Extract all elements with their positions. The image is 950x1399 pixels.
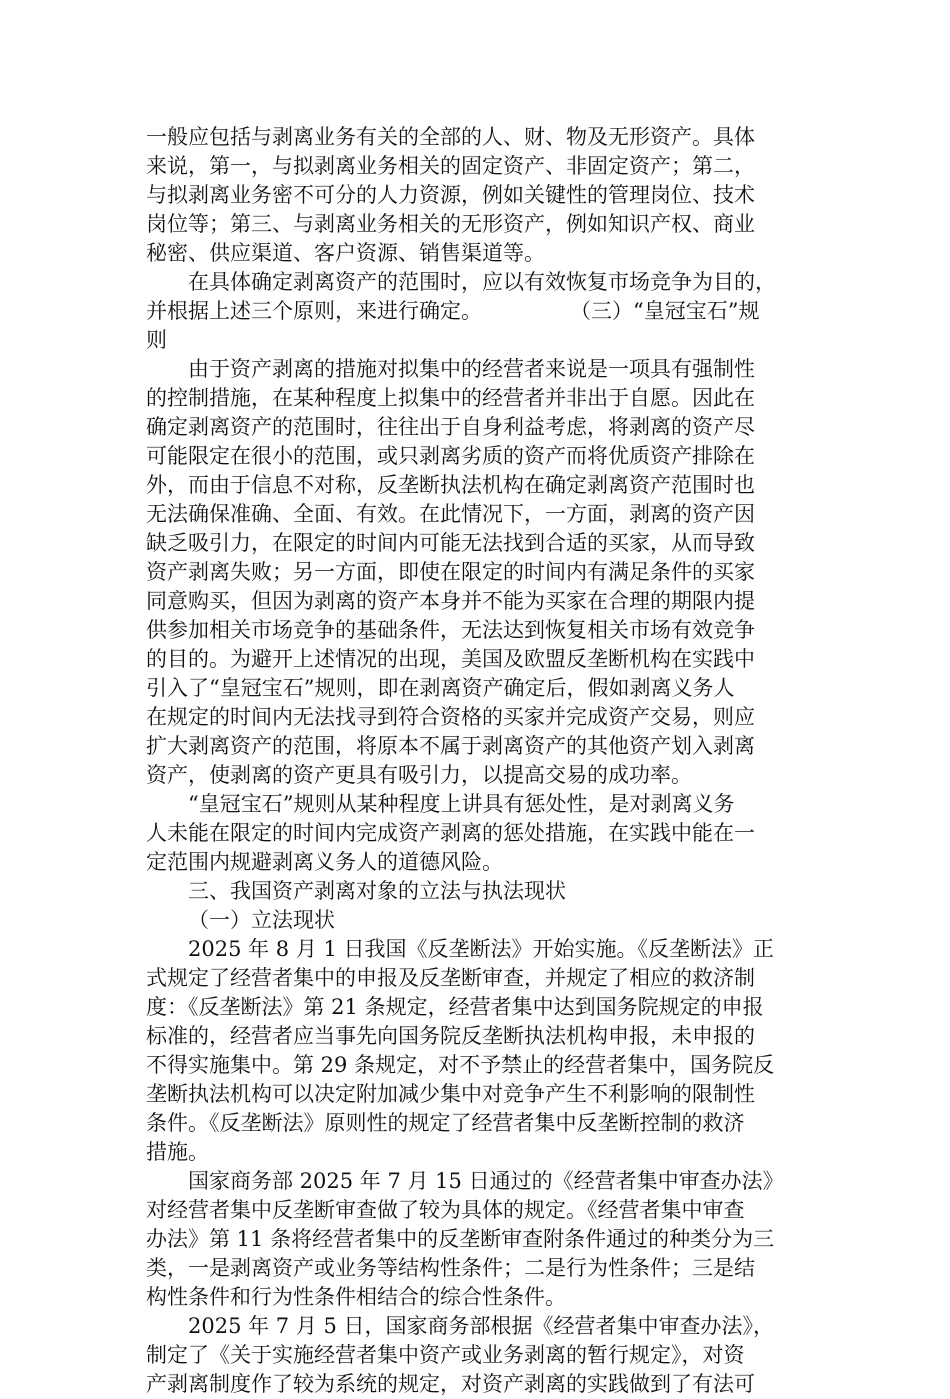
text-line: 人未能在限定的时间内完成资产剥离的惩处措施，在实践中能在一 bbox=[146, 821, 755, 845]
subsection-heading: （一）立法现状 bbox=[188, 908, 335, 932]
text-line: 资产剥离失败；另一方面，即使在限定的时间内有满足条件的买家 bbox=[146, 560, 755, 584]
text-line: 度：《反垄断法》第 21 条规定，经营者集中达到国务院规定的申报 bbox=[146, 995, 764, 1019]
text-line: 式规定了经营者集中的申报及反垄断审查，并规定了相应的救济制 bbox=[146, 966, 755, 990]
text-line: 的控制措施，在某种程度上拟集中的经营者并非出于自愿。因此在 bbox=[146, 386, 755, 410]
text-line: 标准的，经营者应当事先向国务院反垄断执法机构申报，未申报的 bbox=[146, 1024, 755, 1048]
section-heading: 三、我国资产剥离对象的立法与执法现状 bbox=[188, 879, 566, 903]
text-fragment: 并根据上述三个原则，来进行确定。 bbox=[146, 299, 482, 323]
text-line: 秘密、供应渠道、客户资源、销售渠道等。 bbox=[146, 241, 545, 265]
text-line: 2025 年 7 月 5 日，国家商务部根据《经营者集中审查办法》， bbox=[188, 1314, 775, 1338]
text-line: 措施。 bbox=[146, 1140, 209, 1164]
text-line: 在具体确定剥离资产的范围时，应以有效恢复市场竞争为目的， bbox=[188, 270, 776, 294]
text-line: 对经营者集中反垄断审查做了较为具体的规定。《经营者集中审查 bbox=[146, 1198, 745, 1222]
text-line: 不得实施集中。第 29 条规定，对不予禁止的经营者集中，国务院反 bbox=[146, 1053, 775, 1077]
text-line bbox=[146, 297, 806, 326]
text-line: 产剥离制度作了较为系统的规定，对资产剥离的实践做到了有法可 bbox=[146, 1372, 755, 1396]
text-line: 条件。《反垄断法》原则性的规定了经营者集中反垄断控制的救济 bbox=[146, 1111, 745, 1135]
text-line: 国家商务部 2025 年 7 月 15 日通过的《经营者集中审查办法》 bbox=[188, 1169, 784, 1193]
text-line: 缺乏吸引力，在限定的时间内可能无法找到合适的买家，从而导致 bbox=[146, 531, 755, 555]
text-line: 同意购买，但因为剥离的资产本身并不能为买家在合理的期限内提 bbox=[146, 589, 755, 613]
text-line: 扩大剥离资产的范围，将原本不属于剥离资产的其他资产划入剥离 bbox=[146, 734, 755, 758]
text-line: 确定剥离资产的范围时，往往出于自身利益考虑，将剥离的资产尽 bbox=[146, 415, 755, 439]
text-line: 与拟剥离业务密不可分的人力资源，例如关键性的管理岗位、技术 bbox=[146, 183, 755, 207]
text-line: 由于资产剥离的措施对拟集中的经营者来说是一项具有强制性 bbox=[188, 357, 755, 381]
text-line: 无法确保准确、全面、有效。在此情况下，一方面，剥离的资产因 bbox=[146, 502, 755, 526]
text-line: 垄断执法机构可以决定附加减少集中对竞争产生不利影响的限制性 bbox=[146, 1082, 755, 1106]
text-line: 资产，使剥离的资产更具有吸引力，以提高交易的成功率。 bbox=[146, 763, 692, 787]
text-line: 定范围内规避剥离义务人的道德风险。 bbox=[146, 850, 503, 874]
text-line: 在规定的时间内无法找寻到符合资格的买家并完成资产交易，则应 bbox=[146, 705, 755, 729]
text-line: 引入了“皇冠宝石”规则，即在剥离资产确定后，假如剥离义务人 bbox=[146, 676, 735, 700]
text-line: 类，一是剥离资产或业务等结构性条件；二是行为性条件；三是结 bbox=[146, 1256, 755, 1280]
text-line: “皇冠宝石”规则从某种程度上讲具有惩处性，是对剥离义务 bbox=[188, 792, 735, 816]
text-line: 2025 年 8 月 1 日我国《反垄断法》开始实施。《反垄断法》正 bbox=[188, 937, 775, 961]
document-page bbox=[146, 123, 806, 1399]
text-line: 则 bbox=[146, 328, 167, 352]
text-line: 的目的。为避开上述情况的出现，美国及欧盟反垄断机构在实践中 bbox=[146, 647, 755, 671]
text-line: 岗位等；第三、与剥离业务相关的无形资产，例如知识产权、商业 bbox=[146, 212, 755, 236]
text-line: 构性条件和行为性条件相结合的综合性条件。 bbox=[146, 1285, 566, 1309]
text-line: 外，而由于信息不对称，反垄断执法机构在确定剥离资产范围时也 bbox=[146, 473, 755, 497]
text-line: 可能限定在很小的范围，或只剥离劣质的资产而将优质资产排除在 bbox=[146, 444, 755, 468]
section-heading: （三）“皇冠宝石”规 bbox=[570, 299, 760, 323]
text-line: 制定了《关于实施经营者集中资产或业务剥离的暂行规定》，对资 bbox=[146, 1343, 745, 1367]
text-line: 一般应包括与剥离业务有关的全部的人、财、物及无形资产。具体 bbox=[146, 125, 755, 149]
text-line: 办法》第 11 条将经营者集中的反垄断审查附条件通过的种类分为三 bbox=[146, 1227, 775, 1251]
text-line: 供参加相关市场竞争的基础条件，无法达到恢复相关市场有效竞争 bbox=[146, 618, 755, 642]
text-line: 来说，第一，与拟剥离业务相关的固定资产、非固定资产；第二， bbox=[146, 154, 755, 178]
